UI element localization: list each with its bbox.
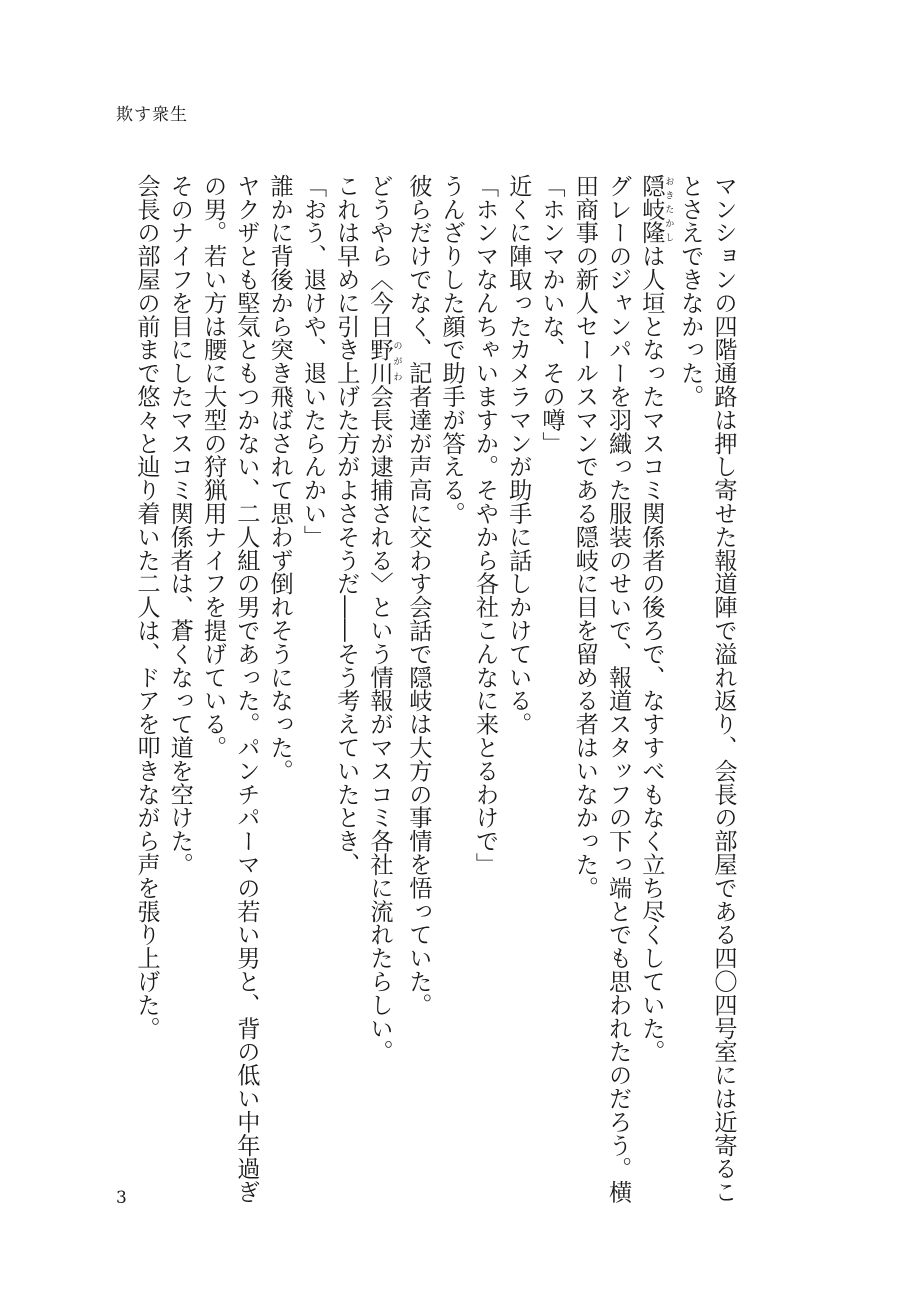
ruby-line-rest: は人垣となったマスコミ関係者の後ろで、なすすべもなく立ち尽くしていた。 bbox=[637, 244, 665, 1064]
ruby-name bbox=[637, 174, 674, 245]
ruby-base: 隠岐隆 bbox=[637, 174, 665, 245]
page-number: 3 bbox=[116, 1188, 127, 1208]
text-line: の男。若い方は腰に大型の狩猟用ナイフを提げている。 bbox=[199, 174, 227, 759]
text-line: これは早めに引き上げた方がよさそうだ――そう考えていたとき、 bbox=[332, 174, 360, 876]
text-line: ヤクザとも堅気ともつかない、二人組の男であった。パンチパーマの若い男と、背の低い中年過ぎ bbox=[232, 174, 260, 1204]
text-line: 「ホンマなんちゃいますか。そやから各社こんなに来とるわけで」 bbox=[471, 174, 499, 876]
text-line: 近くに陣取ったカメラマンが助手に話しかけている。 bbox=[504, 174, 532, 736]
ruby-reading: おきたかし bbox=[663, 174, 674, 245]
ruby-name bbox=[366, 337, 402, 385]
text-line: 会長の部屋の前まで悠々と辿り着いた二人は、ドアを叩きながら声を張り上げた。 bbox=[132, 174, 160, 1040]
text-line-ruby bbox=[635, 174, 674, 1064]
running-head: 欺す衆生 bbox=[116, 105, 188, 125]
text-line: 田商事の新人セールスマンである隠岐に目を留める者はいなかった。 bbox=[571, 174, 599, 900]
text-line: 誰かに背後から突き飛ばされて思わず倒れそうになった。 bbox=[266, 174, 294, 783]
text-line: 「ホンマかいな、その噂」 bbox=[538, 174, 566, 455]
ruby-line-rest: 会長が逮捕される〉という情報がマスコミ各社に流れたらしい。 bbox=[366, 384, 394, 1064]
text-line: グレーのジャンパーを羽織った服装のせいで、報道スタッフの下っ端とでも思われたのだろう。横 bbox=[604, 174, 632, 1204]
ruby-base: 野川 bbox=[366, 337, 394, 385]
body-text bbox=[132, 174, 740, 1204]
ruby-line-before: どうやら〈今日 bbox=[366, 174, 394, 338]
text-line: 「おう、退けや、退いたらんかい」 bbox=[299, 174, 327, 549]
text-line: マンションの四階通路は押し寄せた報道陣で溢れ返り、会長の部屋である四〇四号室には近寄るこ bbox=[710, 174, 737, 1204]
text-line: そのナイフを目にしたマスコミ関係者は、蒼くなって道を空けた。 bbox=[166, 174, 194, 876]
ruby-reading: のがわ bbox=[391, 337, 402, 385]
text-line-ruby bbox=[363, 174, 402, 1064]
text-line: とさえできなかった。 bbox=[676, 174, 704, 408]
text-line: うんざりした顔で助手が答える。 bbox=[438, 174, 466, 525]
text-line: 彼らだけでなく、記者達が声高に交わす会話で隠岐は大方の事情を悟っていた。 bbox=[404, 174, 432, 1017]
